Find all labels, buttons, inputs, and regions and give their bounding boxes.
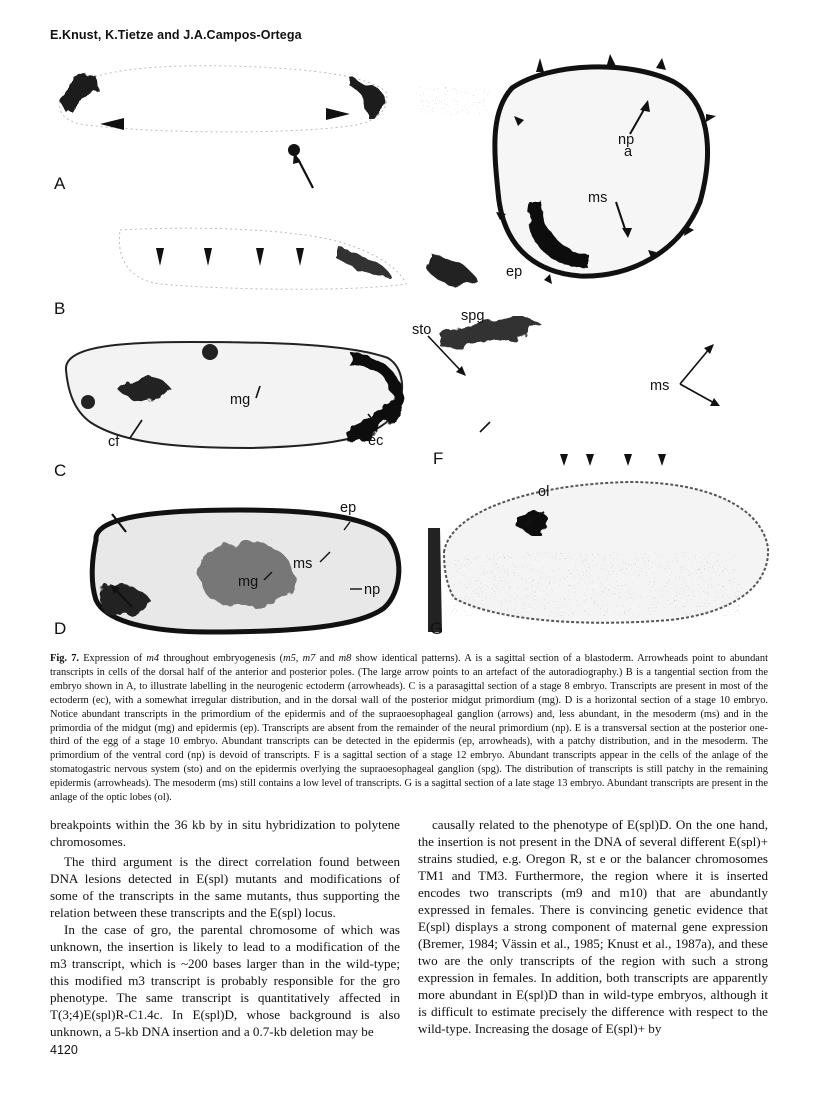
panel-d	[54, 500, 399, 638]
label-c-cf: cf	[108, 434, 120, 450]
label-c-mg: mg	[230, 392, 251, 408]
body-column-left	[50, 816, 400, 1040]
paragraph: In the case of gro, the parental chromosome of which was unknown, the insertion is likely to lead to a modification of the m3 transcript, which is ~200 bases larger than in the wild-type; this modified m3 transcript is probably responsible for the gro phenotype. The same transcript is quantitatively affected in T(3;4)E(spl)R-C1.4c. In E(spl)D, whose background is also unknown, a 5-kb DNA insertion and a 0.7-kb deletion may be	[50, 922, 400, 1039]
panel-g	[428, 482, 768, 638]
paragraph: causally related to the phenotype of E(spl)D. On the one hand, the insertion is not present in the DNA of several different E(spl)+ strains studied, e.g. Oregon R, st e or the balancer chromosomes TM1 and TM3. Furthermore, the region where it is inserted encodes two transcripts (m9 and m10) that are abundantly expressed in females. There is convincing genetic evidence that E(spl) displays a strong component of maternal gene expression (Bremer, 1984; Vässin et al., 1985; Knust et al., 1987a), and these two are the only transcripts of the region with such a strong expression in females. In addition, both transcripts are apparently more abundant in E(spl)D than in wild-type embryos, although it is difficult to estimate precisely the difference with respect to the wild-type. Increasing the dosage of E(spl)+ by	[418, 817, 768, 1036]
figure-caption	[50, 652, 768, 805]
label-e-ep: ep	[506, 264, 523, 280]
caption-gene-list: m5, m7	[283, 653, 316, 664]
label-d-np: np	[364, 582, 381, 598]
page-number: 4120	[50, 1043, 78, 1057]
panel-g-letter: G	[430, 619, 444, 638]
panel-b	[54, 228, 406, 318]
caption-text-3: and	[315, 653, 339, 664]
label-f-spg: spg	[461, 308, 485, 324]
label-f-ms: ms	[650, 378, 670, 394]
label-d-ep: ep	[340, 500, 357, 516]
caption-text-4: show identical patterns). A is a sagittal section of a blastoderm. Arrowheads point to abundant transcripts in cells of the dorsal half of the anterior and posterior poles. (The large arrow points to an artefact of the autoradiography.) B is a tangential section from the embryo shown in A, to illustrate labelling in the neurogenic ectoderm (arrowheads). C is a parasagittal section of a stage 8 embryo. Transcripts are present in most of the ectoderm (ec), with a somewhat irregular distribution, and in the dorsal wall of the posterior midgut primordium (mg). D is a horizontal section of a stage 10 embryo. Notice abundant transcripts in the primordium of the epidermis and of the supraoesophageal ganglion (arrows) and, less abundant, in the mesoderm (ms) and in the primordia of the midgut (mg) and epidermis (ep). Transcripts are absent from the remainder of the neural primordium (np). E is a transversal section at the posterior one-third of the egg of a stage 10 embryo. Abundant transcripts can be detected in the epidermis (ep, arrowheads), with a patchy distribution, and in the mesoderm. The primordium of the ventral cord (np) is devoid of transcripts. F is a sagittal section of a stage 12 embryo. Abundant transcripts appear in the cells of the anlage of the stomatogastric nervous system (sto) and on the epidermis overlying the supraoesophageal ganglion (spg). The distribution of transcripts is still patchy in the remaining epidermis (arrowheads). The mesoderm (ms) still contains a low level of transcripts. G is a sagittal section of a late stage 13 embryo. Abundant transcripts are present in the anlage of the optic lobes (ol).	[50, 653, 768, 804]
panel-f-letter: F	[433, 449, 444, 468]
panel-c-letter: C	[54, 461, 67, 480]
label-f-sto: sto	[412, 322, 432, 338]
caption-text-1: Expression of	[79, 653, 147, 664]
label-e-np: np	[618, 132, 635, 148]
label-d-ms: ms	[293, 556, 313, 572]
caption-text-2: throughout embryogenesis (	[159, 653, 284, 664]
panel-f	[412, 308, 720, 468]
figure-7-svg	[50, 52, 780, 642]
panel-c	[54, 342, 402, 480]
label-e-a: a	[624, 144, 633, 160]
figure-7-micrographs	[50, 52, 780, 642]
label-e-ms: ms	[588, 190, 608, 206]
caption-label: Fig. 7.	[50, 653, 80, 664]
panel-a-letter: A	[54, 174, 66, 193]
paragraph: breakpoints within the 36 kb by in situ hybridization to polytene chromosomes.	[50, 817, 400, 849]
panel-d-letter: D	[54, 619, 67, 638]
label-d-mg: mg	[238, 574, 259, 590]
body-column-right	[418, 816, 768, 1037]
label-g-ol: ol	[538, 484, 550, 500]
panel-a	[54, 66, 387, 193]
panel-e	[420, 54, 716, 286]
running-header: E.Knust, K.Tietze and J.A.Campos-Ortega	[50, 28, 302, 42]
panel-b-letter: B	[54, 299, 66, 318]
caption-gene: m4	[146, 653, 160, 664]
caption-gene-last: m8	[338, 653, 352, 664]
paragraph: The third argument is the direct correlation found between DNA lesions detected in E(spl) mutants and modifications of some of the transcripts in the same mutants, thus supporting the relation between these transcripts and the E(spl) locus.	[50, 854, 400, 920]
label-c-ec: ec	[368, 433, 384, 449]
